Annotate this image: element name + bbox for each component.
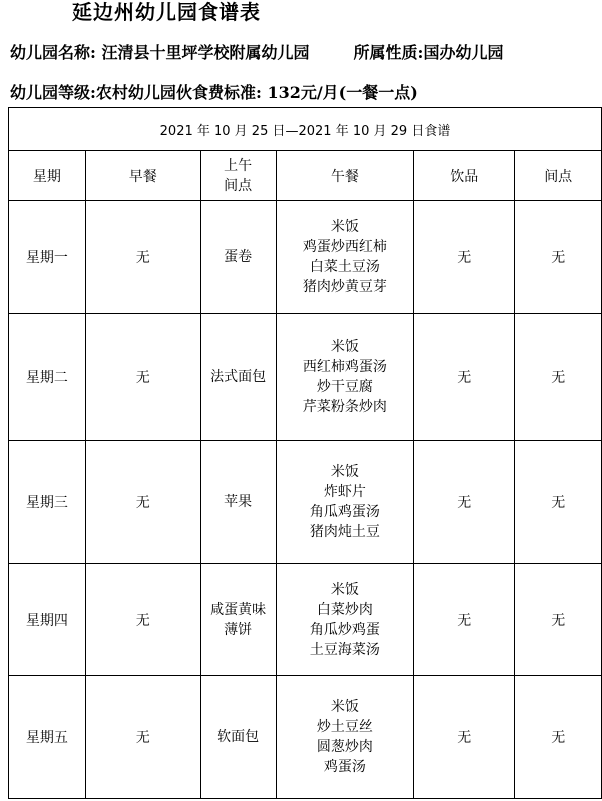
header-snack: 间点: [515, 151, 602, 201]
table-row: [9, 314, 602, 441]
table-row: [9, 201, 602, 314]
header-drink: 饮品: [414, 151, 515, 201]
drink-cell: 无: [414, 564, 515, 676]
lunch-cell: [276, 201, 414, 314]
kindergarten-grade: 农村幼儿园: [95, 83, 176, 102]
snack-cell: 无: [515, 676, 602, 799]
breakfast-cell: 无: [85, 201, 200, 314]
morning-snack-item: 蛋卷: [224, 249, 253, 265]
lunch-item: 土豆海菜汤: [309, 641, 380, 658]
header-morning-snack-line-2: 间点: [224, 177, 253, 194]
lunch-item: 米饭: [330, 339, 359, 355]
lunch-item: 炸虾片: [323, 484, 366, 500]
morning-snack-cell: [200, 201, 276, 314]
weekday-cell: 星期二: [9, 314, 86, 441]
header-weekday: 星期: [9, 151, 86, 201]
menu-table: [8, 107, 602, 799]
morning-snack-item: 软面包: [217, 729, 260, 745]
kindergarten-nature: 国办幼儿园: [423, 43, 504, 62]
table-row: [9, 676, 602, 799]
table-row: [9, 441, 602, 564]
grade-label: 幼儿园等级:: [10, 83, 96, 102]
morning-snack-cell: [200, 676, 276, 799]
snack-cell: 无: [515, 201, 602, 314]
header-row: [9, 151, 602, 201]
lunch-item: 炒干豆腐: [316, 379, 373, 395]
snack-cell: 无: [515, 441, 602, 564]
lunch-item: 猪肉炒黄豆芽: [302, 279, 387, 295]
lunch-item: 米饭: [330, 581, 359, 598]
nature-label: 所属性质:: [353, 43, 424, 62]
morning-snack-item: 咸蛋黄味: [210, 601, 267, 618]
meal-fee: 132元/月(一餐一点): [267, 83, 418, 102]
page-title: 延边州幼儿园食谱表: [72, 0, 261, 24]
snack-cell: 无: [515, 564, 602, 676]
header-morning-snack: [200, 151, 276, 201]
header-breakfast: 早餐: [85, 151, 200, 201]
period-row: [9, 108, 602, 151]
kindergarten-grade-line: [10, 80, 418, 103]
lunch-item: 角瓜炒鸡蛋: [309, 621, 380, 638]
name-label: 幼儿园名称:: [10, 43, 96, 62]
kindergarten-name: 汪清县十里坪学校附属幼儿园: [101, 43, 310, 62]
breakfast-cell: 无: [85, 314, 200, 441]
lunch-item: 鸡蛋汤: [323, 759, 366, 775]
breakfast-cell: 无: [85, 441, 200, 564]
weekday-cell: 星期三: [9, 441, 86, 564]
lunch-cell: [276, 564, 414, 676]
breakfast-cell: 无: [85, 676, 200, 799]
lunch-item: 白菜土豆汤: [309, 259, 380, 275]
lunch-cell: [276, 441, 414, 564]
fee-label: 伙食费标准:: [175, 83, 262, 102]
lunch-item: 米饭: [330, 219, 359, 235]
drink-cell: 无: [414, 441, 515, 564]
drink-cell: 无: [414, 201, 515, 314]
lunch-item: 米饭: [330, 464, 359, 480]
lunch-item: 米饭: [330, 699, 359, 715]
snack-cell: 无: [515, 314, 602, 441]
drink-cell: 无: [414, 314, 515, 441]
breakfast-cell: 无: [85, 564, 200, 676]
kindergarten-name-line: [10, 40, 503, 63]
table-row: [9, 564, 602, 676]
morning-snack-cell: [200, 564, 276, 676]
morning-snack-item: 苹果: [224, 494, 253, 510]
weekday-cell: 星期一: [9, 201, 86, 314]
morning-snack-item: 薄饼: [224, 621, 253, 638]
lunch-item: 炒土豆丝: [316, 719, 373, 735]
lunch-item: 猪肉炖土豆: [309, 524, 380, 540]
lunch-item: 圆葱炒肉: [316, 739, 373, 755]
lunch-item: 鸡蛋炒西红柿: [302, 239, 387, 255]
morning-snack-item: 法式面包: [210, 369, 267, 385]
header-morning-snack-line-1: 上午: [224, 157, 253, 174]
lunch-item: 芹菜粉条炒肉: [302, 399, 387, 415]
weekday-cell: 星期五: [9, 676, 86, 799]
header-lunch: 午餐: [276, 151, 414, 201]
morning-snack-cell: [200, 441, 276, 564]
lunch-item: 角瓜鸡蛋汤: [309, 504, 380, 520]
lunch-cell: [276, 676, 414, 799]
weekday-cell: 星期四: [9, 564, 86, 676]
lunch-item: 西红柿鸡蛋汤: [302, 359, 387, 375]
lunch-cell: [276, 314, 414, 441]
menu-period: 2021 年 10 月 25 日—2021 年 10 月 29 日食谱: [9, 108, 602, 151]
drink-cell: 无: [414, 676, 515, 799]
lunch-item: 白菜炒肉: [316, 601, 373, 618]
morning-snack-cell: [200, 314, 276, 441]
